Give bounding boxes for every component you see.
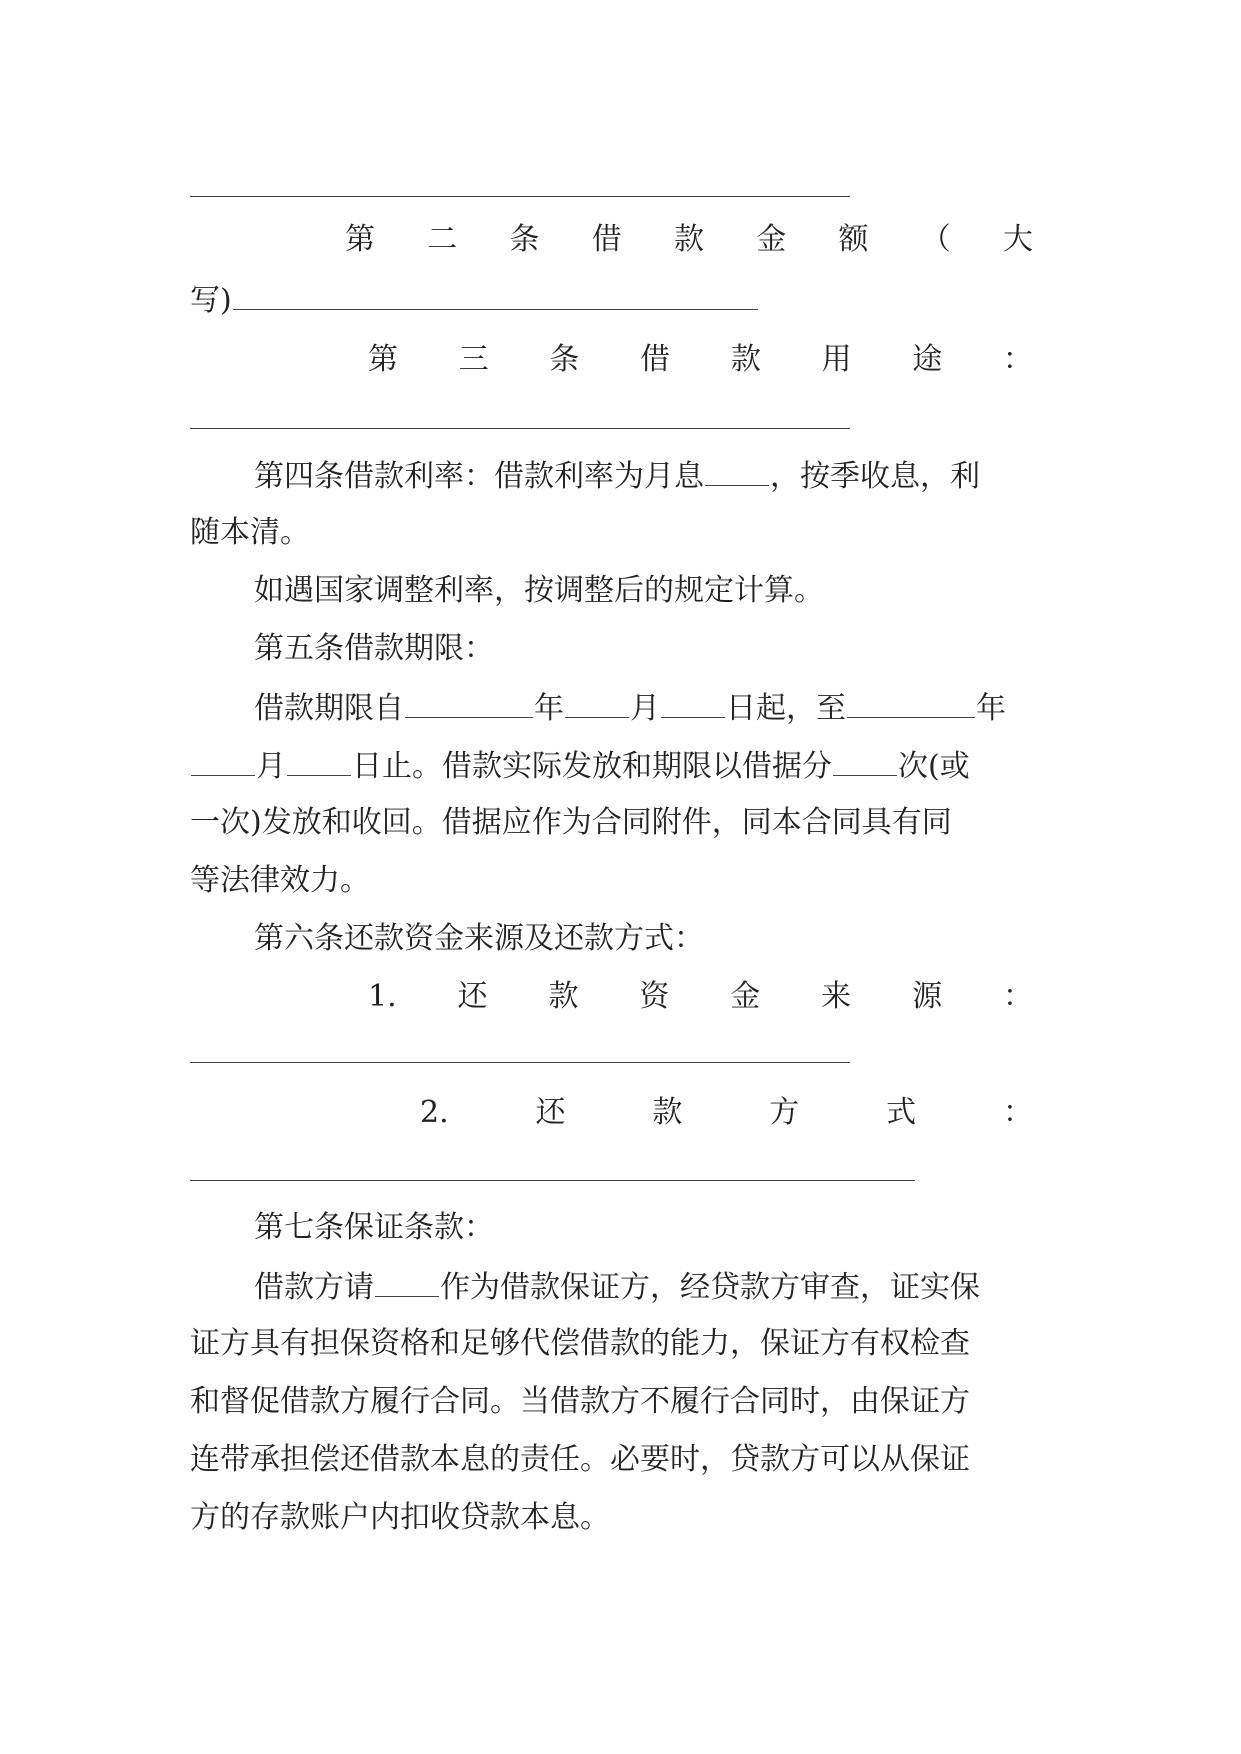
amount-blank [233,279,758,310]
article-6-title: 第六条还款资金来源及还款方式： [254,921,704,956]
start-year-blank [405,687,533,718]
guarantor-blank [375,1266,439,1297]
end-year-blank [847,687,975,718]
article-7-title: 第七条保证条款： [254,1210,494,1245]
blank-line-repayment-method [190,1180,915,1181]
article-2-amount-line: 写) [190,279,1058,321]
start-month-blank [565,687,629,718]
blank-line-art3 [190,428,850,429]
article-7-line-2: 证方具有担保资格和足够代偿借款的能力，保证方有权检查 [190,1326,970,1361]
start-day-blank [661,687,725,718]
article-5-line-1: 借款期限自 年 月 日起，至 年 [254,687,1122,729]
blank-line-art1 [190,196,850,197]
interest-blank [705,455,769,486]
article-7-line-5: 方的存款账户内扣收贷款本息。 [190,1500,610,1535]
article-7-line-1: 借款方请 作为借款保证方，经贷款方审查，证实保 [254,1266,1054,1308]
article-4-line-3: 如遇国家调整利率，按调整后的规定计算。 [254,573,824,608]
article-5-title: 第五条借款期限： [254,631,494,666]
article-5-line-2: 月 日止。借款实际发放和期限以借据分 次(或 [190,745,1058,787]
blank-line-repayment-source [190,1062,850,1063]
article-4-line-1: 第四条借款利率：借款利率为月息 ，按季收息，利 [254,455,1054,497]
article-4-line-2: 随本清。 [190,515,310,550]
article-3-heading: 第 三 条 借 款 用 途 ： [368,342,1033,377]
article-6-item-1: 1. 还 款 资 金 来 源 ： [368,979,1033,1014]
article-5-line-4: 等法律效力。 [190,863,370,898]
article-7-line-3: 和督促借款方履行合同。当借款方不履行合同时，由保证方 [190,1384,970,1419]
end-month-blank [191,745,255,776]
article-6-item-2: 2. 还 款 方 式 ： [420,1095,1033,1130]
times-blank [833,745,897,776]
article-7-line-4: 连带承担偿还借款本息的责任。必要时，贷款方可以从保证 [190,1442,970,1477]
article-2-heading: 第 二 条 借 款 金 额 （ 大 [345,222,1033,257]
article-5-line-3: 一次)发放和收回。借据应作为合同附件，同本合同具有同 [190,805,952,840]
end-day-blank [287,745,351,776]
